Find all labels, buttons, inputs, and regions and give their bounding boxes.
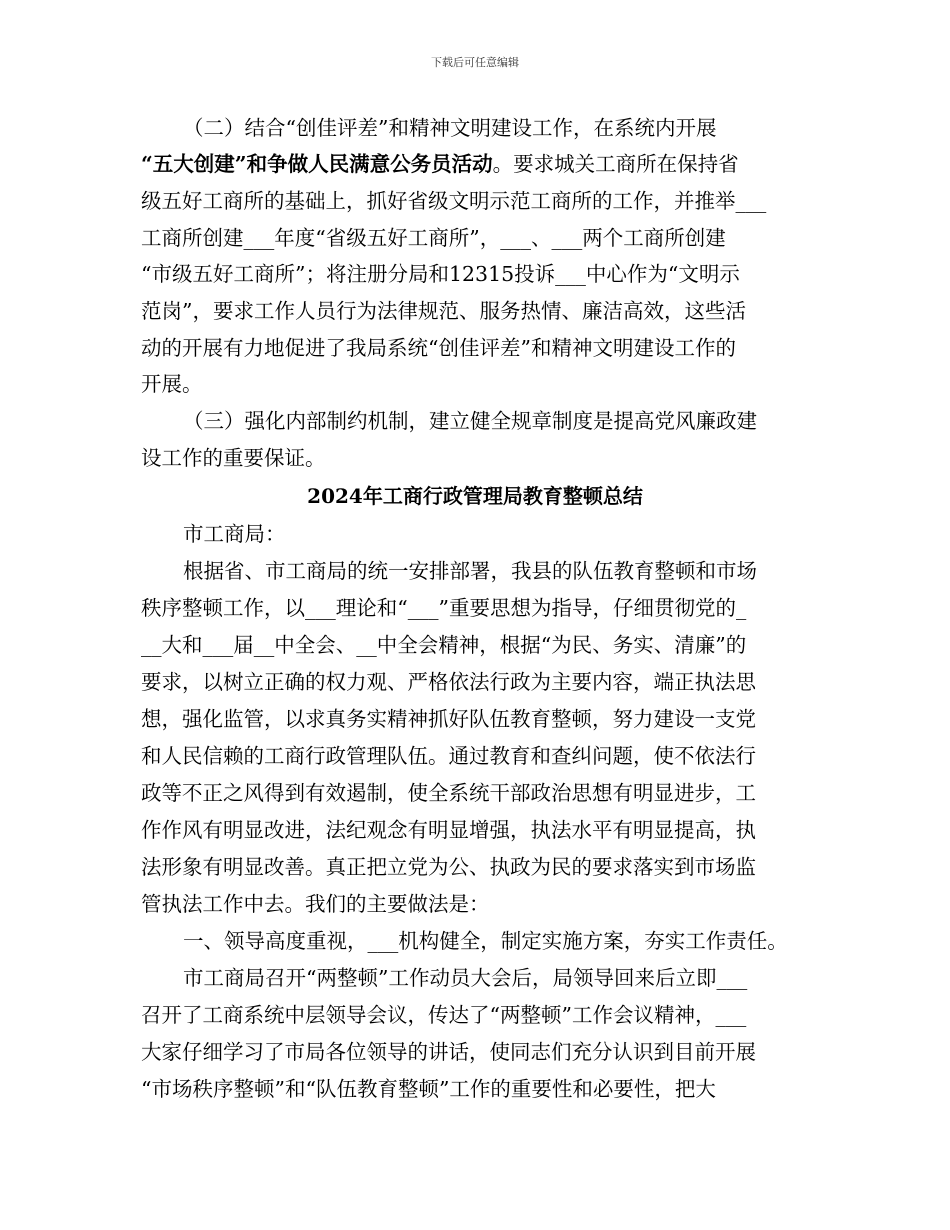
paragraph-line: 根据省、市工商局的统一安排部署，我县的队伍教育整顿和市场 bbox=[183, 559, 757, 583]
section2-heading-bold: “五大创建”和争做人民满意公务员活动 bbox=[141, 152, 493, 176]
section3-heading-line1: （三）强化内部制约机制，建立健全规章制度是提高党风廉政建 bbox=[183, 409, 757, 433]
paragraph-line: “市场秩序整顿”和“队伍教育整顿”工作的重要性和必要性，把大 bbox=[141, 1077, 716, 1101]
section3-heading-line2: 设工作的重要保证。 bbox=[141, 446, 326, 470]
section2-heading-line1: （二）结合“创佳评差”和精神文明建设工作，在系统内开展 bbox=[183, 116, 717, 140]
salutation: 市工商局： bbox=[183, 522, 286, 546]
paragraph-line: 动的开展有力地促进了我局系统“创佳评差”和精神文明建设工作的 bbox=[141, 336, 736, 360]
paragraph-line: 开展。 bbox=[141, 372, 203, 396]
paragraph-line: 政等不正之风得到有效遏制，使全系统干部政治思想有明显进步，工 bbox=[141, 781, 756, 805]
paragraph-line: 范岗”，要求工作人员行为法律规范、服务热情、廉洁高效，这些活 bbox=[141, 299, 746, 323]
paragraph-line: “市级五好工商所”；将注册分局和12315投诉___中心作为“文明示 bbox=[141, 262, 740, 286]
paragraph-line: __大和___届__中全会、__中全会精神，根据“为民、务实、清廉”的 bbox=[141, 633, 747, 657]
paragraph-line: 召开了工商系统中层领导会议，传达了“两整顿”工作会议精神，___ bbox=[141, 1003, 747, 1027]
document-title: 2024年工商行政管理局教育整顿总结 bbox=[307, 484, 643, 508]
paragraph-line: 秩序整顿工作，以___理论和“___”重要思想为指导，仔细贯彻党的_ bbox=[141, 596, 747, 620]
section2-heading-line2 bbox=[141, 152, 739, 176]
paragraph-line: 工商所创建___年度“省级五好工商所”，___、___两个工商所创建 bbox=[141, 226, 726, 250]
paragraph-line: 市工商局召开“两整顿”工作动员大会后，局领导回来后立即___ bbox=[183, 966, 748, 990]
paragraph-line: 作作风有明显改进，法纪观念有明显增强，执法水平有明显提高，执 bbox=[141, 818, 756, 842]
paragraph-line: 要求，以树立正确的权力观、严格依法行政为主要内容，端正执法思 bbox=[141, 670, 756, 694]
paragraph-line: 大家仔细学习了市局各位领导的讲话，使同志们充分认识到目前开展 bbox=[141, 1040, 756, 1064]
paragraph-line: 级五好工商所的基础上，抓好省级文明示范工商所的工作，并推举___ bbox=[141, 189, 767, 213]
subheading-line: 一、领导高度重视，___机构健全，制定实施方案，夯实工作责任。 bbox=[183, 929, 788, 953]
paragraph-line: 想，强化监管，以求真务实精神抓好队伍教育整顿，努力建设一支党 bbox=[141, 707, 756, 731]
header-note: 下载后可任意编辑 bbox=[431, 56, 519, 69]
paragraph-line: 管执法工作中去。我们的主要做法是： bbox=[141, 892, 490, 916]
paragraph-line: 和人民信赖的工商行政管理队伍。通过教育和查纠问题，使不依法行 bbox=[141, 744, 756, 768]
paragraph-line: 法形象有明显改善。真正把立党为公、执政为民的要求落实到市场监 bbox=[141, 855, 756, 879]
section2-heading-rest: 。要求城关工商所在保持省 bbox=[492, 152, 739, 176]
